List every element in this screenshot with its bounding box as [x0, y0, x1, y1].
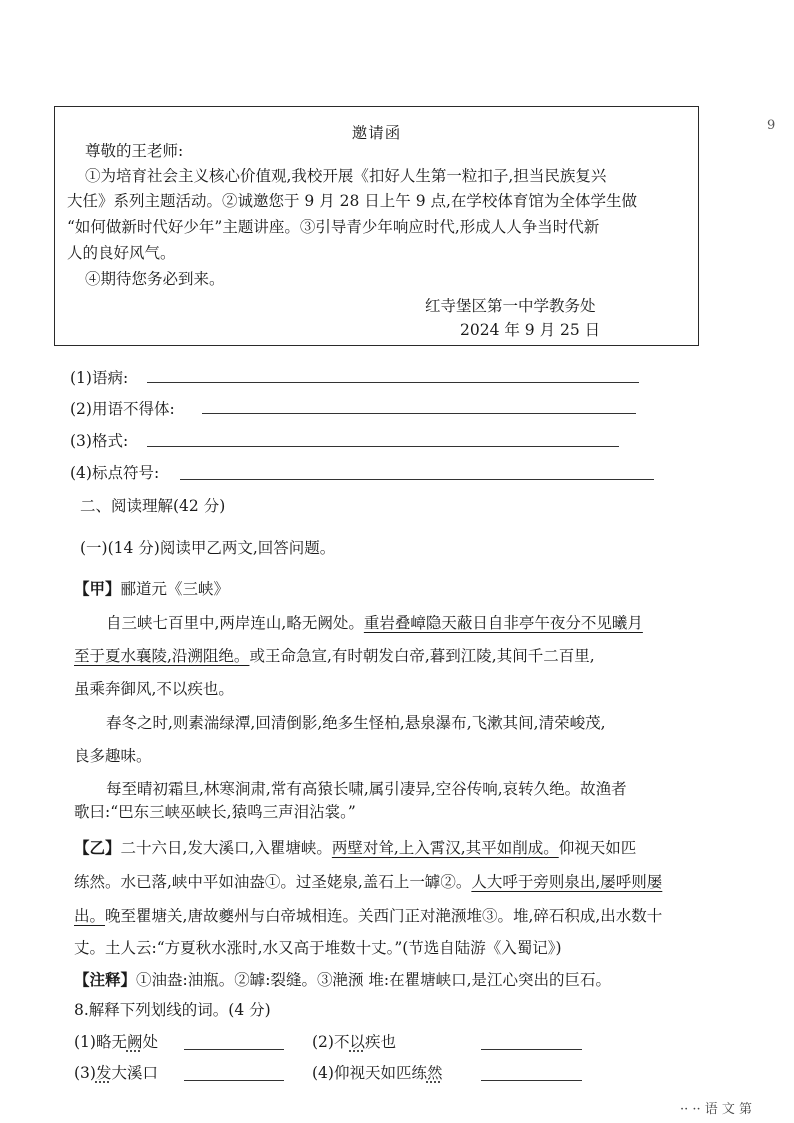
q8-answer-blank-2[interactable] [481, 1049, 582, 1050]
answer-blank-3[interactable] [147, 446, 619, 447]
jia-heading [74, 579, 229, 599]
yi-line1 [74, 838, 636, 858]
jia-p1-underlined-c: 至于夏水襄陵,沿溯阻绝。 [74, 647, 250, 665]
invitation-line-2: 大任》系列主题活动。②诚邀您于 9 月 28 日上午 9 点,在学校体育馆为全体学生做 [67, 192, 637, 210]
question-8-stem: 8.解释下列划线的词。(4 分) [74, 1001, 271, 1019]
notes [74, 970, 611, 990]
jia-p1-line3: 虽乘奔御风,不以疾也。 [74, 680, 234, 698]
jia-title: 郦道元《三峡》 [120, 580, 230, 598]
answer-label-3: (3)格式: [70, 432, 129, 450]
jia-p1-text-d: 或王命急宣,有时朝发白帝,暮到江陵,其间千二百里, [249, 647, 595, 665]
notes-tag: 【注释】 [74, 970, 137, 989]
answer-label-2: (2)用语不得体: [70, 400, 175, 418]
invitation-box [54, 106, 699, 346]
q8-item-3: (3)发大溪口 [74, 1064, 158, 1082]
yi-text-1c: 仰视天如匹 [558, 839, 637, 857]
invitation-salutation: 尊敬的王老师: [85, 142, 184, 160]
jia-p3-line1: 每至晴初霜旦,林寒涧肃,常有高猿长啸,属引凄异,空谷传响,哀转久绝。故渔者 [106, 780, 627, 798]
jia-p3-line2: 歌曰:“巴东三峡巫峡长,猿鸣三声泪沾裳。” [74, 803, 356, 821]
q8-item-4: (4)仰视天如匹练然 [312, 1064, 443, 1082]
answer-blank-2[interactable] [202, 413, 636, 414]
invitation-line-4: 人的良好风气。 [67, 244, 176, 262]
q8-item-2: (2)不以疾也 [312, 1033, 397, 1051]
yi-text-1a: 二十六日,发大溪口,入瞿塘峡。 [120, 839, 332, 857]
notes-text: ①油盎:油瓶。②罅:裂缝。③滟滪 堆:在瞿塘峡口,是江心突出的巨石。 [136, 971, 612, 989]
invitation-title: 邀请函 [351, 124, 402, 142]
invitation-line-3: “如何做新时代好少年”主题讲座。③引导青少年响应时代,形成人人争当时代新 [67, 218, 600, 236]
q8-answer-blank-1[interactable] [184, 1049, 284, 1050]
q8-item-4-key: 然 [426, 1064, 443, 1082]
part-one-instruction: (一)(14 分)阅读甲乙两文,回答问题。 [80, 539, 336, 557]
invitation-line-5: ④期待您务必到来。 [85, 270, 225, 288]
yi-line2 [74, 872, 662, 892]
yi-text-3b: 晚至瞿塘关,唐故夔州与白帝城相连。关西门正对滟滪堆③。堆,碎石积成,出水数十 [105, 907, 663, 925]
answer-blank-1[interactable] [147, 382, 639, 383]
jia-p1-line1 [106, 613, 643, 633]
answer-label-4: (4)标点符号: [70, 464, 160, 482]
q8-answer-blank-3[interactable] [184, 1080, 284, 1081]
jia-p2-line1: 春冬之时,则素湍绿潭,回清倒影,绝多生怪柏,悬泉瀑布,飞漱其间,清荣峻茂, [106, 714, 606, 732]
jia-p1-text-a: 自三峡七百里中,两岸连山,略无阙处。 [106, 614, 364, 632]
invitation-line-1: ①为培育社会主义核心价值观,我校开展《扣好人生第一粒扣子,担当民族复兴 [85, 167, 607, 185]
yi-underlined-2b: 人大呼于旁则泉出,屡呼则屡 [471, 873, 663, 891]
q8-item-1: (1)略无阙处 [74, 1033, 159, 1051]
yi-underlined-3a: 出。 [74, 907, 106, 925]
invitation-signature: 红寺堡区第一中学教务处 [425, 297, 596, 315]
yi-underlined-1b: 两壁对耸,上入霄汉,其平如削成。 [331, 839, 559, 857]
jia-p1-underlined-b: 重岩叠嶂隐天蔽日自非亭午夜分不见曦月 [363, 614, 643, 632]
margin-mark: 9 [767, 118, 776, 133]
yi-line3 [74, 906, 662, 926]
yi-text-2a: 练然。水已落,峡中平如油盎①。过圣姥泉,盖石上一罅②。 [74, 873, 472, 891]
q8-answer-blank-4[interactable] [481, 1080, 582, 1081]
q8-item-2-key: 以 [349, 1033, 365, 1051]
jia-p1-line2 [74, 646, 595, 666]
answer-blank-4[interactable] [180, 479, 654, 480]
yi-tag: 【乙】 [74, 838, 121, 857]
jia-tag: 【甲】 [74, 579, 121, 598]
yi-line4: 丈。土人云:“方夏秋水涨时,水又高于堆数十丈。”(节选自陆游《入蜀记》) [74, 939, 562, 957]
page-footer: ·· ·· 语 文 第 [680, 1102, 753, 1117]
answer-label-1: (1)语病: [70, 369, 129, 387]
section-two-heading: 二、阅读理解(42 分) [80, 497, 226, 515]
q8-item-1-key: 阙 [126, 1033, 143, 1051]
jia-p2-line2: 良多趣味。 [74, 747, 152, 765]
q8-item-3-key: 发 [95, 1064, 112, 1082]
invitation-date: 2024 年 9 月 25 日 [460, 321, 601, 339]
